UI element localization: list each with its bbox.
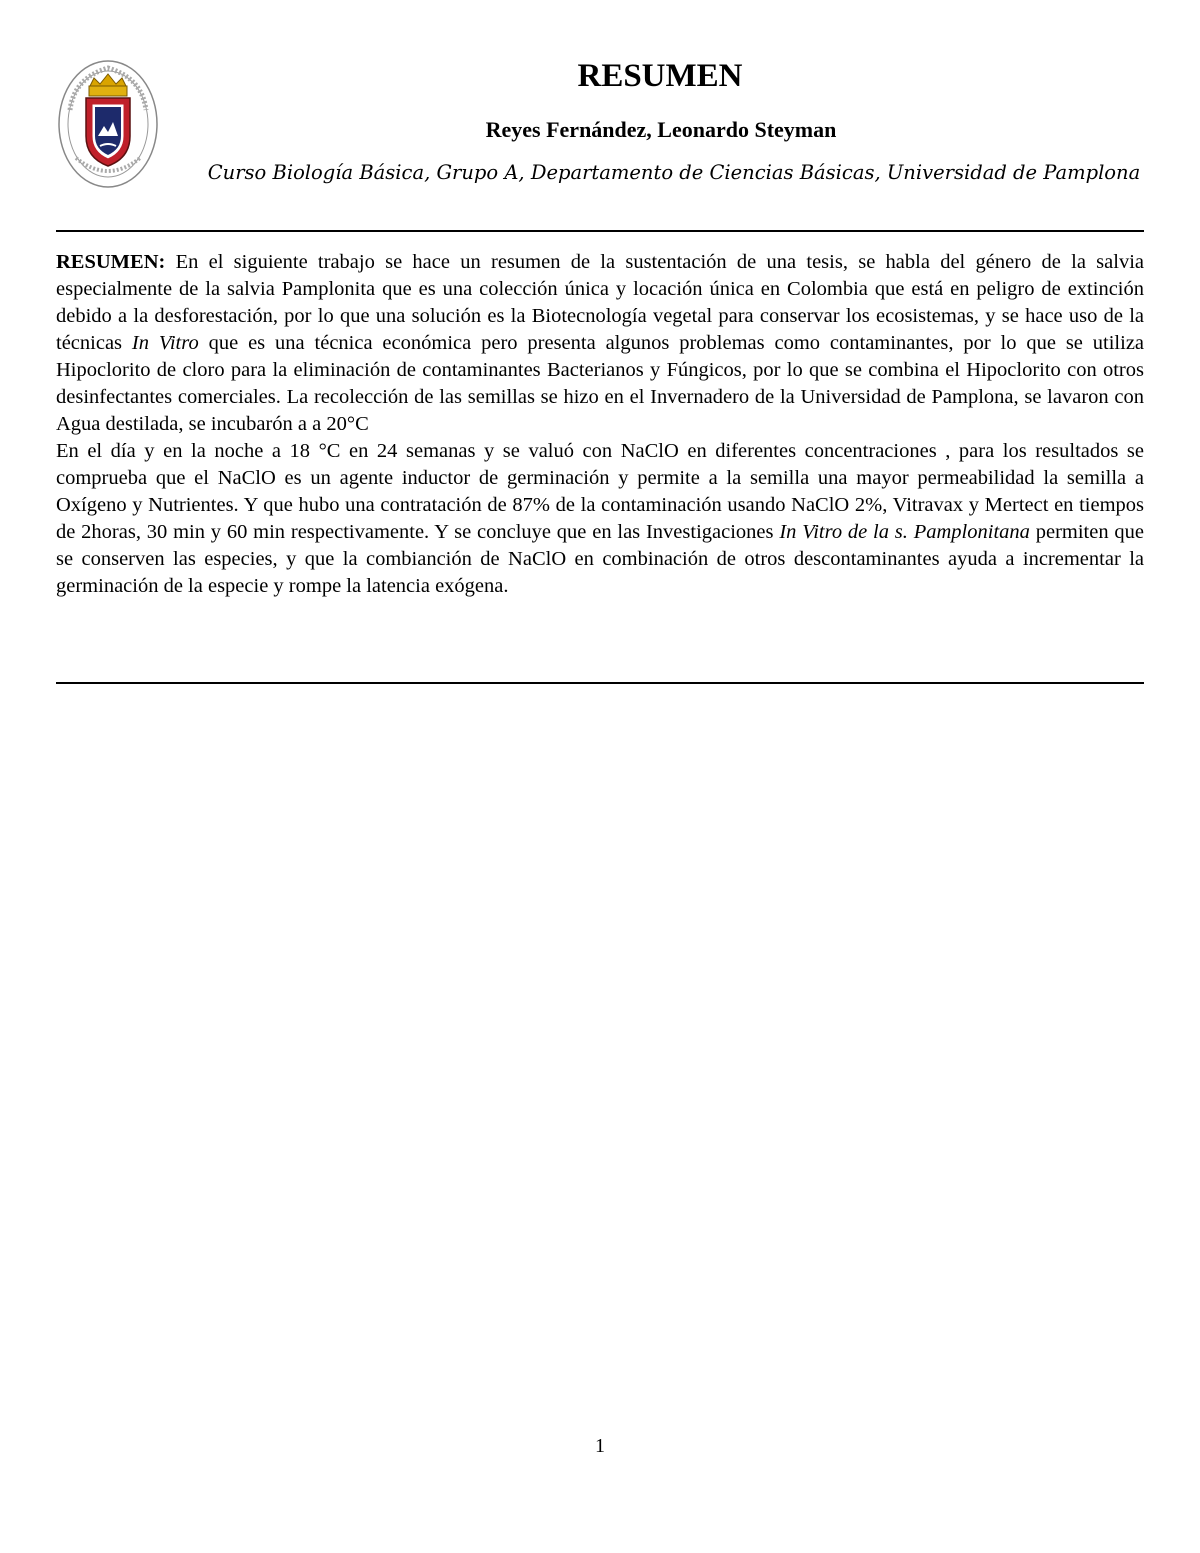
abstract-italic-term: In Vitro [131, 332, 199, 354]
bottom-divider [56, 682, 1144, 684]
abstract-text: En el siguiente trabajo se hace un resumen de la sustentación de una tesis, se habla del género de la salvia especialmente de la salvia Pamplonita que es una colección única y locación única en Colombia que está en peligro de extinción debido a la desforestación, por lo que una solución es la Biotecnología vegetal para conservar los ecosistemas, y se hace uso de la técnicas [56, 251, 1144, 354]
top-divider [56, 230, 1144, 232]
abstract-paragraph-2 [56, 438, 1144, 600]
abstract-paragraph-1 [56, 249, 1144, 438]
abstract-text: que es una técnica económica pero presenta algunos problemas como contaminantes, por lo que se utiliza Hipoclorito de cloro para la eliminación de contaminantes Bacterianos y Fúngicos, por lo que se combina el Hipoclorito con otros desinfectantes comerciales. La recolección de las semillas se hizo en el Invernadero de la Universidad de Pamplona, se lavaron con Agua destilada, se incubarón a a 20°C [56, 332, 1145, 435]
abstract-italic-term: In Vitro de la s. Pamplonitana [779, 521, 1030, 543]
author-name: Reyes Fernández, Leonardo Steyman [485, 117, 837, 142]
abstract-label: RESUMEN: [56, 251, 166, 273]
abstract-text: En el día y en la noche a 18 °C en 24 semanas y se valuó con NaClO en diferentes concentraciones , para los resultados se comprueba que el NaClO es un agente inductor de germinación y permite a la semilla una mayor permeabilidad la semilla a Oxígeno y Nutrientes. Y que hubo una contratación de 87% de la contaminación usando NaClO 2%, Vitravax y Mertect en tiempos de 2horas, 30 min y 60 min respectivamente. Y se concluye que en las Investigaciones [56, 440, 1144, 543]
abstract-text: permiten que se conserven las especies, y que la combianción de NaClO en combinación de otros descontaminantes ayuda a incrementar la germinación de la especie y rompe la latencia exógena. [56, 521, 1144, 597]
page-number: 1 [595, 1435, 605, 1457]
abstract-body [56, 249, 1144, 600]
page-title: RESUMEN [577, 58, 743, 94]
affiliation: Curso Biología Básica, Grupo A, Departamento de Ciencias Básicas, Universidad de Pamplona [207, 161, 1141, 184]
